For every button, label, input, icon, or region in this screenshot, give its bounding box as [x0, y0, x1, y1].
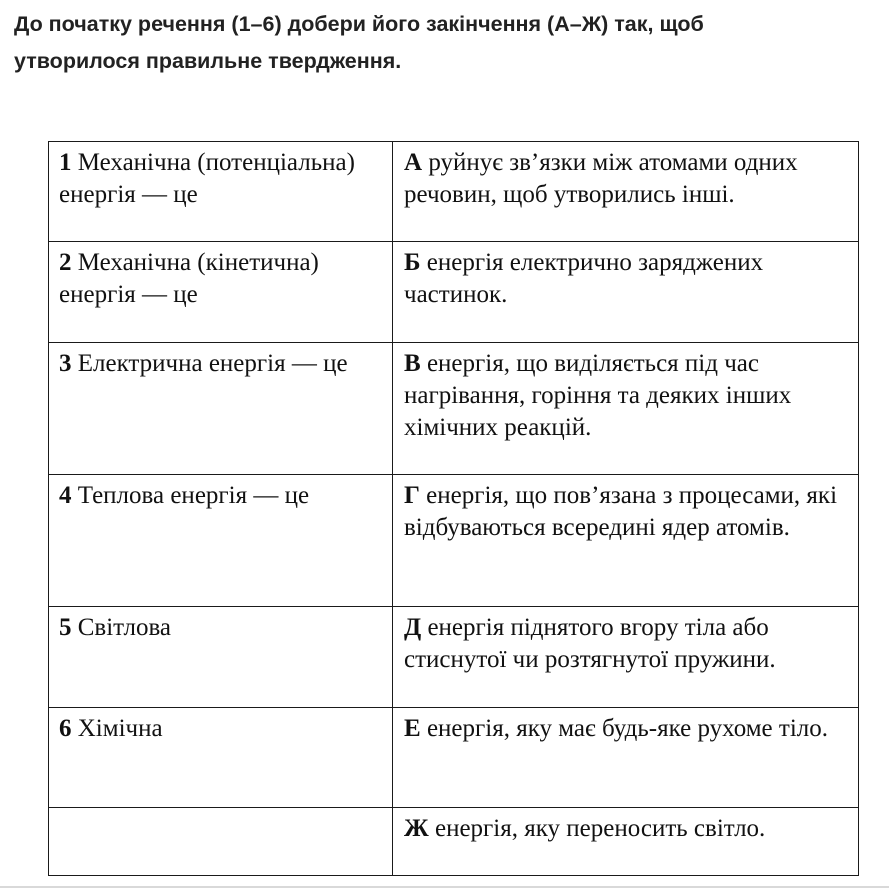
- ending-text: енергія електрично заряджених частинок.: [404, 249, 764, 308]
- ending-letter: Д: [404, 614, 422, 641]
- ending-text: енергія, що пов’язана з процесами, які відбуваються всередині ядер атомів.: [404, 482, 838, 541]
- sentence-number: 3: [59, 350, 72, 377]
- sentence-start-cell: [49, 242, 393, 343]
- ending-text: енергія, яку переносить світло.: [434, 815, 766, 842]
- task-instruction-line-2: утворилося правильне твердження.: [14, 49, 402, 73]
- sentence-start-cell: [49, 475, 393, 607]
- sentence-number: 5: [59, 614, 72, 641]
- sentence-start-text: Механічна (кінетична) енергія — це: [59, 249, 319, 308]
- sentence-start-cell: [49, 142, 393, 242]
- task-instruction: [14, 6, 874, 80]
- ending-letter: Е: [404, 715, 421, 742]
- table-row: [49, 343, 859, 475]
- sentence-ending-cell: [393, 343, 859, 475]
- sentence-number: 4: [59, 482, 72, 509]
- sentence-start-text: Електрична енергія — це: [77, 350, 348, 377]
- table-row: [49, 808, 859, 876]
- sentence-ending-cell: [393, 708, 859, 808]
- ending-letter: А: [404, 149, 423, 176]
- sentence-ending-cell: [393, 242, 859, 343]
- sentence-start-text: Механічна (потенціальна) енергія — це: [59, 149, 355, 208]
- ending-letter: Б: [404, 249, 421, 276]
- ending-letter: В: [404, 350, 421, 377]
- sentence-start-cell: [49, 808, 393, 876]
- sentence-number: 6: [59, 715, 72, 742]
- ending-text: енергія, яку має будь-яке рухоме тіло.: [426, 715, 828, 742]
- bottom-divider: [0, 886, 889, 888]
- matching-table: [48, 141, 859, 876]
- table-row: [49, 142, 859, 242]
- ending-text: енергія піднятого вгору тіла або стиснутої чи розтягнутої пружини.: [404, 614, 776, 673]
- ending-text: руйнує зв’язки між атомами одних речовин, щоб утворились інші.: [404, 149, 798, 208]
- sentence-start-text: Світлова: [77, 614, 172, 641]
- sentence-ending-cell: [393, 808, 859, 876]
- sentence-ending-cell: [393, 607, 859, 708]
- task-instruction-line-1: До початку речення (1–6) добери його закінчення (А–Ж) так, щоб: [14, 12, 704, 36]
- table-row: [49, 708, 859, 808]
- sentence-start-text: Теплова енергія — це: [77, 482, 310, 509]
- sentence-start-cell: [49, 607, 393, 708]
- sentence-start-text: Хімічна: [77, 715, 163, 742]
- sentence-start-cell: [49, 708, 393, 808]
- table-row: [49, 475, 859, 607]
- ending-letter: Г: [404, 482, 420, 509]
- ending-text: енергія, що виділяється під час нагрівання, горіння та деяких інших хімічних реакцій.: [404, 350, 792, 441]
- sentence-start-cell: [49, 343, 393, 475]
- table-row: [49, 242, 859, 343]
- table-row: [49, 607, 859, 708]
- ending-letter: Ж: [404, 815, 429, 842]
- sentence-number: 1: [59, 149, 72, 176]
- sentence-ending-cell: [393, 475, 859, 607]
- sentence-number: 2: [59, 249, 72, 276]
- sentence-ending-cell: [393, 142, 859, 242]
